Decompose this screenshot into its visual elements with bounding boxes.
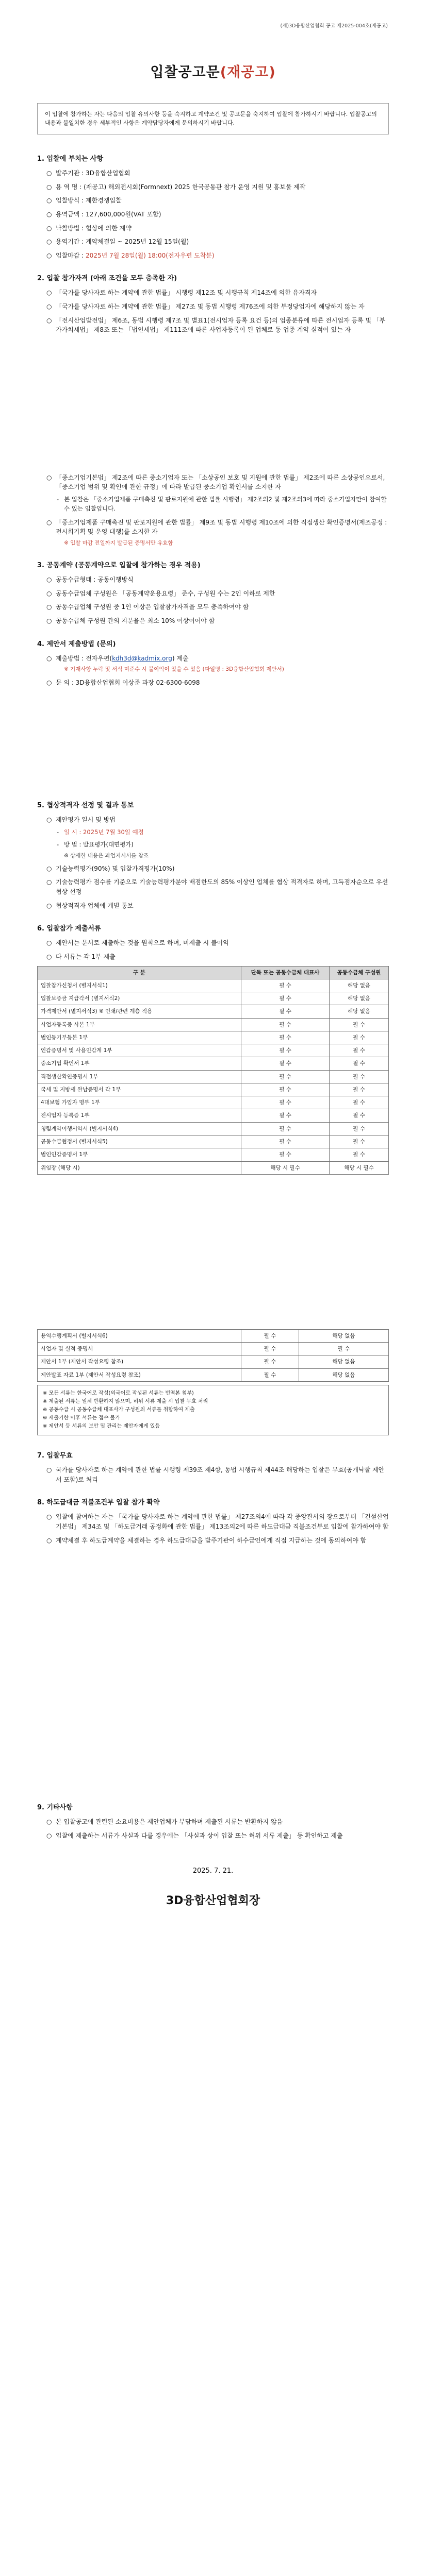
issuer-name: 3D융합산업협회장: [166, 1894, 260, 1907]
list-item: ○ 공동수급체 구성원 간의 지분율은 최소 10% 이상이어야 함: [46, 617, 215, 625]
list-item: ○ 입찰방식 : 제한경쟁입찰: [46, 197, 122, 205]
table-row: [38, 1355, 389, 1368]
table-cell-value: 해당 없음: [299, 1355, 388, 1368]
section-7: [37, 1451, 389, 1484]
table-row: [38, 992, 389, 1005]
section-1: [37, 154, 389, 260]
table-cell-value: 해당 없음: [330, 979, 389, 992]
red-note: ※ 입찰 마감 전일까지 발급된 증명서만 유효함: [64, 539, 173, 546]
list-item: ○ 계약체결 후 하도급계약을 체결하는 경우 하도급대금을 발주기관이 하수급인에게 직접 지급하는 것에 동의하여야 함: [46, 1536, 367, 1544]
table-cell-value: 해당 없음: [299, 1329, 388, 1342]
table-cell-label: 국세 및 지방세 완납증명서 각 1부: [38, 1083, 241, 1096]
document-body: [37, 0, 389, 1910]
list-item: ○ 제안서는 문서로 제출하는 것을 원칙으로 하며, 미제출 시 불이익: [46, 939, 229, 947]
sub-note: ※ 상세한 내용은 과업지시서를 참조: [64, 852, 149, 859]
deadline-value: 2025년 7월 28일(월) 18:00(전자우편 도착분): [86, 251, 215, 259]
table-cell-value: 필 수: [241, 1057, 329, 1070]
table-cell-value: 필 수: [330, 1122, 389, 1135]
section-heading: 1. 입찰에 부치는 사항: [37, 155, 104, 163]
table-cell-label: 4대보험 가입자 명부 1부: [38, 1096, 241, 1109]
list-item: ○ 발주기관 : 3D융합산업협회: [46, 170, 130, 177]
list-item: ○ 공동수급업체 구성원 중 1인 이상은 입찰참가자격을 모두 충족하여야 함: [46, 603, 249, 611]
table-cell-value: 필 수: [241, 1343, 299, 1355]
list-item: ○ 낙찰방법 : 협상에 의한 계약: [46, 224, 132, 232]
table-cell-value: 필 수: [330, 1136, 389, 1148]
list-item: ○ 용역금액 : 127,600,000원(VAT 포함): [46, 210, 161, 218]
deadline-item: ○ 입찰마감 : 2025년 7월 28일(월) 18:00(전자우편 도착분): [46, 251, 215, 259]
section-6: [37, 924, 389, 1175]
table-cell-label: 중소기업 확인서 1부: [38, 1057, 241, 1070]
table-cell-value: 필 수: [330, 1044, 389, 1057]
section-heading: 3. 공동계약 (공동계약으로 입찰에 참가하는 경우 적용): [37, 562, 201, 570]
table-cell-label: 사업자 및 실적 증명서: [38, 1343, 241, 1355]
list-item: ○ 공동수급업체 구성원은 「공동계약운용요령」 준수, 구성원 수는 2인 이하로 제한: [46, 589, 275, 597]
table-cell-value: 필 수: [330, 1109, 389, 1122]
table-row: [38, 1031, 389, 1044]
list-item: ○ 용역기간 : 계약체결일 ~ 2025년 12월 15일(월): [46, 238, 189, 246]
list-item: ○ 기술능력평가 점수를 기준으로 기술능력평가분야 배점한도의 85% 이상인 업체를 협상 적격자로 하며, 고득점자순으로 우선협상 선정: [46, 878, 388, 896]
table-cell-value: 필 수: [241, 1018, 329, 1031]
table-cell-value: 필 수: [241, 1368, 299, 1381]
table-cell-value: 필 수: [241, 1044, 329, 1057]
table-cell-value: 해당 시 필수: [330, 1161, 389, 1174]
table-cell-value: 필 수: [241, 1122, 329, 1135]
table-cell-label: 제안발표 자료 1부 (제안서 작성요령 참조): [38, 1368, 241, 1381]
documents-table: [37, 966, 389, 1175]
table-cell-label: 전시업자 등록증 1부: [38, 1109, 241, 1122]
table-cell-value: 필 수: [241, 979, 329, 992]
section-heading: 4. 제안서 제출방법 (문의): [37, 640, 116, 648]
list-item: ○ 「중소기업제품 구매촉진 및 판로지원에 관한 법률」 제9조 및 동법 시행령 제10조에 의한 직접생산 확인증명서(제조공정 : 전시회기획 및 운영 대행)를 소지한 자: [46, 518, 387, 536]
table-cell-label: 직접생산확인증명서 1부: [38, 1070, 241, 1083]
notice-date: 2025. 7. 21.: [192, 1867, 234, 1875]
table-cell-value: 필 수: [299, 1343, 388, 1355]
table-cell-value: 필 수: [241, 1136, 329, 1148]
table-row: [38, 1096, 389, 1109]
table-cell-label: 제안서 1부 (제안서 작성요령 참조): [38, 1355, 241, 1368]
section-2: [37, 274, 389, 547]
table-cell-value: 필 수: [241, 1070, 329, 1083]
table-cell-value: 필 수: [330, 1031, 389, 1044]
list-item: ○ 공동수급형태 : 공동이행방식: [46, 576, 134, 584]
table-row: [38, 1161, 389, 1174]
list-item: ○ 다 서류는 각 1부 제출: [46, 953, 116, 960]
title-tag: (재공고): [220, 64, 276, 80]
table-cell-value: 필 수: [241, 1148, 329, 1161]
table-cell-value: 필 수: [241, 1109, 329, 1122]
section-heading: 8. 하도급대금 직불조건부 입찰 참가 확약: [37, 1499, 160, 1507]
table-cell-value: 필 수: [330, 1057, 389, 1070]
table-cell-label: 법인등기부등본 1부: [38, 1031, 241, 1044]
table-header: 단독 또는 공동수급체 대표사: [241, 966, 329, 979]
list-item: ○ 본 입찰공고에 관련된 소요비용은 제안업체가 부담하며 제출된 서류는 반환하지 않음: [46, 1818, 283, 1826]
table-cell-value: 필 수: [241, 1329, 299, 1342]
documents-table-2: [37, 1329, 389, 1382]
table-row: [38, 1122, 389, 1135]
list-item: ○ 용 역 명 : (재공고) 해외전시회(Formnext) 2025 한국공동관 참가 운영 지원 및 홍보물 제작: [46, 183, 306, 191]
list-item: ○ 입찰에 참여하는 자는 「국가를 당사자로 하는 계약에 관한 법률」 제27조의4에 따라 각 중앙관서의 장으로부터 「건설산업기본법」 제34조 및 「하도급거래 공정화에 관한 법률」 제13조의2에 따른 하도급대금 직불조건부로 입찰에 참가하여야 함: [46, 1513, 389, 1530]
table-cell-value: 필 수: [241, 1005, 329, 1018]
table-row: [38, 1057, 389, 1070]
table-cell-label: 용역수행계획서 (별지서식6): [38, 1329, 241, 1342]
notes-box: ※ 모든 서류는 한국어로 작성(외국어로 작성된 서류는 번역본 첨부) ※ 제출된 서류는 일체 반환하지 않으며, 허위 서류 제출 시 입찰 무효 처리 ※ 공동수급 시 공동수급체 대표사가 구성원의 서류를 취합하여 제출 ※ 제출기한 이후 서류는 접수 불가 ※ 제안서 등 서류의 보안 및 관리는 제안자에게 있음: [37, 1385, 389, 1435]
table-cell-value: 필 수: [241, 1031, 329, 1044]
table-cell-label: 입찰보증금 지급각서 (별지서식2): [38, 992, 241, 1005]
section-heading: 9. 기타사항: [37, 1804, 73, 1812]
table-row: [38, 1018, 389, 1031]
table-cell-value: 필 수: [330, 1083, 389, 1096]
table-row: [38, 1044, 389, 1057]
list-item: ○ 「전시산업발전법」 제6조, 동법 시행령 제7조 및 별표1(전시업자 등록 요건 등)의 업종분류에 따른 전시업자 등록 및 「부가가치세법」 제8조 또는 「법인세법」 제111조에 따른 사업자등록이 된 업체로 동 업종 계약 실적이 있는 자: [46, 316, 386, 334]
table-row: [38, 1005, 389, 1018]
table-row: [38, 979, 389, 992]
table-cell-label: 인감증명서 및 사용인감계 1부: [38, 1044, 241, 1057]
sub-item: - 방 법 : 발표평가(대면평가): [57, 840, 134, 848]
table-row: [38, 1109, 389, 1122]
table-header-row: [38, 966, 389, 979]
table-header: 구 분: [38, 966, 241, 979]
table-row: [38, 1329, 389, 1342]
table-cell-label: 공동수급협정서 (별지서식5): [38, 1136, 241, 1148]
table-cell-label: 입찰참가신청서 (별지서식1): [38, 979, 241, 992]
table-cell-value: 필 수: [241, 1083, 329, 1096]
section-9: [37, 1803, 389, 1840]
section-8: [37, 1498, 389, 1545]
table-cell-value: 해당 없음: [299, 1368, 388, 1381]
list-item: ○ 국가를 당사자로 하는 계약에 관한 법률 시행령 제39조 제4항, 동법 시행규칙 제44조 해당하는 입찰은 무효(공개낙찰 제안서 포함)로 처리: [46, 1466, 385, 1483]
table-cell-value: 필 수: [241, 1355, 299, 1368]
table-row: [38, 1148, 389, 1161]
section-heading: 5. 협상적격자 선정 및 결과 통보: [37, 802, 134, 810]
table-cell-label: 가격제안서 (별지서식3) ※ 인쇄/관련 계층 적용: [38, 1005, 241, 1018]
section-4: [37, 639, 389, 688]
title-main: 입찰공고문: [150, 64, 220, 80]
list-item: ○ 협상적격자 업체에 개별 통보: [46, 902, 134, 909]
section-5: [37, 801, 389, 910]
section-heading: 7. 입찰무효: [37, 1451, 73, 1460]
table-cell-label: 위임장 (해당 시): [38, 1161, 241, 1174]
table-cell-label: 청렴계약이행서약서 (별지서식4): [38, 1122, 241, 1135]
table-row: [38, 1368, 389, 1381]
table-row: [38, 1083, 389, 1096]
red-note: ※ 기재사항 누락 및 서식 미준수 시 불이익이 있을 수 있음 (파일명 : 3D융합산업협회 제안서): [64, 666, 284, 673]
table-cell-value: 필 수: [330, 1070, 389, 1083]
table-cell-value: 해당 없음: [330, 992, 389, 1005]
list-item: ○ 「국가를 당사자로 하는 계약에 관한 법률」 시행령 제12조 및 시행규칙 제14조에 의한 유자격자: [46, 289, 317, 297]
table-row: [38, 1070, 389, 1083]
table-cell-value: 필 수: [330, 1018, 389, 1031]
table-cell-value: 필 수: [330, 1096, 389, 1109]
list-item: ○ 「중소기업기본법」 제2조에 따른 중소기업자 또는 「소상공인 보호 및 지원에 관한 법률」 제2조에 따른 소상공인으로서, 「중소기업 범위 및 확인에 관한 규정」에 따라 발급된 중소기업 확인서를 소지한 자: [46, 473, 385, 491]
contact-item: ○ 문 의 : 3D융합산업협회 이상준 과장 02-6300-6098: [46, 679, 200, 686]
list-item: ○ 입찰에 제출하는 서류가 사실과 다를 경우에는 「사실과 상이 입찰 또는 허위 서류 제출」 등 확인하고 제출: [46, 1832, 343, 1839]
list-item: ○ 제안평가 일시 및 방법: [46, 816, 116, 824]
table-row: [38, 1343, 389, 1355]
page-title: [37, 62, 389, 83]
email-link[interactable]: kdh3d@kadmix.org: [112, 654, 172, 662]
section-heading: 6. 입찰참가 제출서류: [37, 925, 101, 933]
email-item: ○ 제출방법 : 전자우편(kdh3d@kadmix.org) 제출: [46, 654, 189, 662]
section-3: [37, 561, 389, 626]
sub-item: - 본 입찰은 「중소기업제품 구매촉진 및 판로지원에 관한 법률 시행령」 제2조의2 및 제2조의3에 따라 중소기업자만이 참여할 수 있는 입찰입니다.: [57, 496, 387, 512]
notice-reference: (재)3D융합산업협회 공고 제2025-004호(재공고): [280, 23, 388, 29]
table-row: [38, 1136, 389, 1148]
table-cell-value: 필 수: [241, 992, 329, 1005]
sub-item: - 일 시 : 2025년 7월 30일 예정: [57, 828, 144, 836]
table-cell-value: 필 수: [330, 1148, 389, 1161]
table-cell-value: 필 수: [241, 1096, 329, 1109]
table-cell-value: 해당 시 필수: [241, 1161, 329, 1174]
table-header: 공동수급체 구성원: [330, 966, 389, 979]
table-cell-label: 법인인감증명서 1부: [38, 1148, 241, 1161]
table-cell-label: 사업자등록증 사본 1부: [38, 1018, 241, 1031]
table-cell-value: 해당 없음: [330, 1005, 389, 1018]
list-item: ○ 「국가를 당사자로 하는 계약에 관한 법률」 제27조 및 동법 시행령 제76조에 의한 부정당업자에 해당하지 않는 자: [46, 303, 365, 311]
intro-box: 이 입찰에 참가하는 자는 다음의 입찰 유의사항 등을 숙지하고 계약조건 및 공고문을 숙지하여 입찰에 참가하시기 바랍니다. 입찰공고의 내용과 불일치한 경우 세부적인 사항은 계약담당자에게 문의하시기 바랍니다.: [37, 103, 389, 134]
section-heading: 2. 입찰 참가자격 (아래 조건을 모두 충족한 자): [37, 275, 177, 283]
list-item: ○ 기술능력평가(90%) 및 입찰가격평가(10%): [46, 865, 175, 872]
